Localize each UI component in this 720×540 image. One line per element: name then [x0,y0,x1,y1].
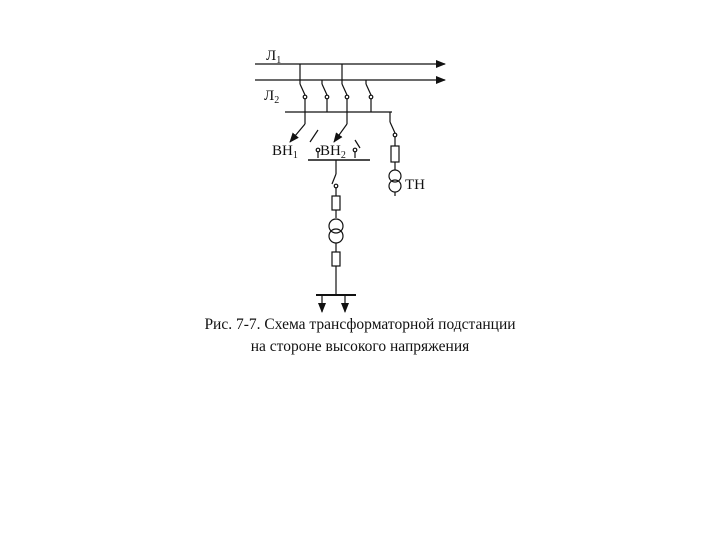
label-l1: $Л_1$ [266,48,282,66]
label-tn: ТН [405,177,425,193]
disconnector-4 [366,80,373,112]
vt-branch [389,112,401,196]
label-l2: $Л_2$ [264,88,280,106]
label-vn1: $ВН_1$ [272,143,298,161]
figure-caption-line-2: на стороне высокого напряжения [250,338,470,355]
disconnector-2 [322,80,329,112]
disconnector-3 [342,64,349,112]
figure-caption-line-1: Рис. 7-7. Схема трансформаторной подстанции [204,316,516,333]
transformer-feeder [329,160,343,294]
label-vn2: $ВН_2$ [320,143,346,161]
disconnector-1 [300,64,307,112]
